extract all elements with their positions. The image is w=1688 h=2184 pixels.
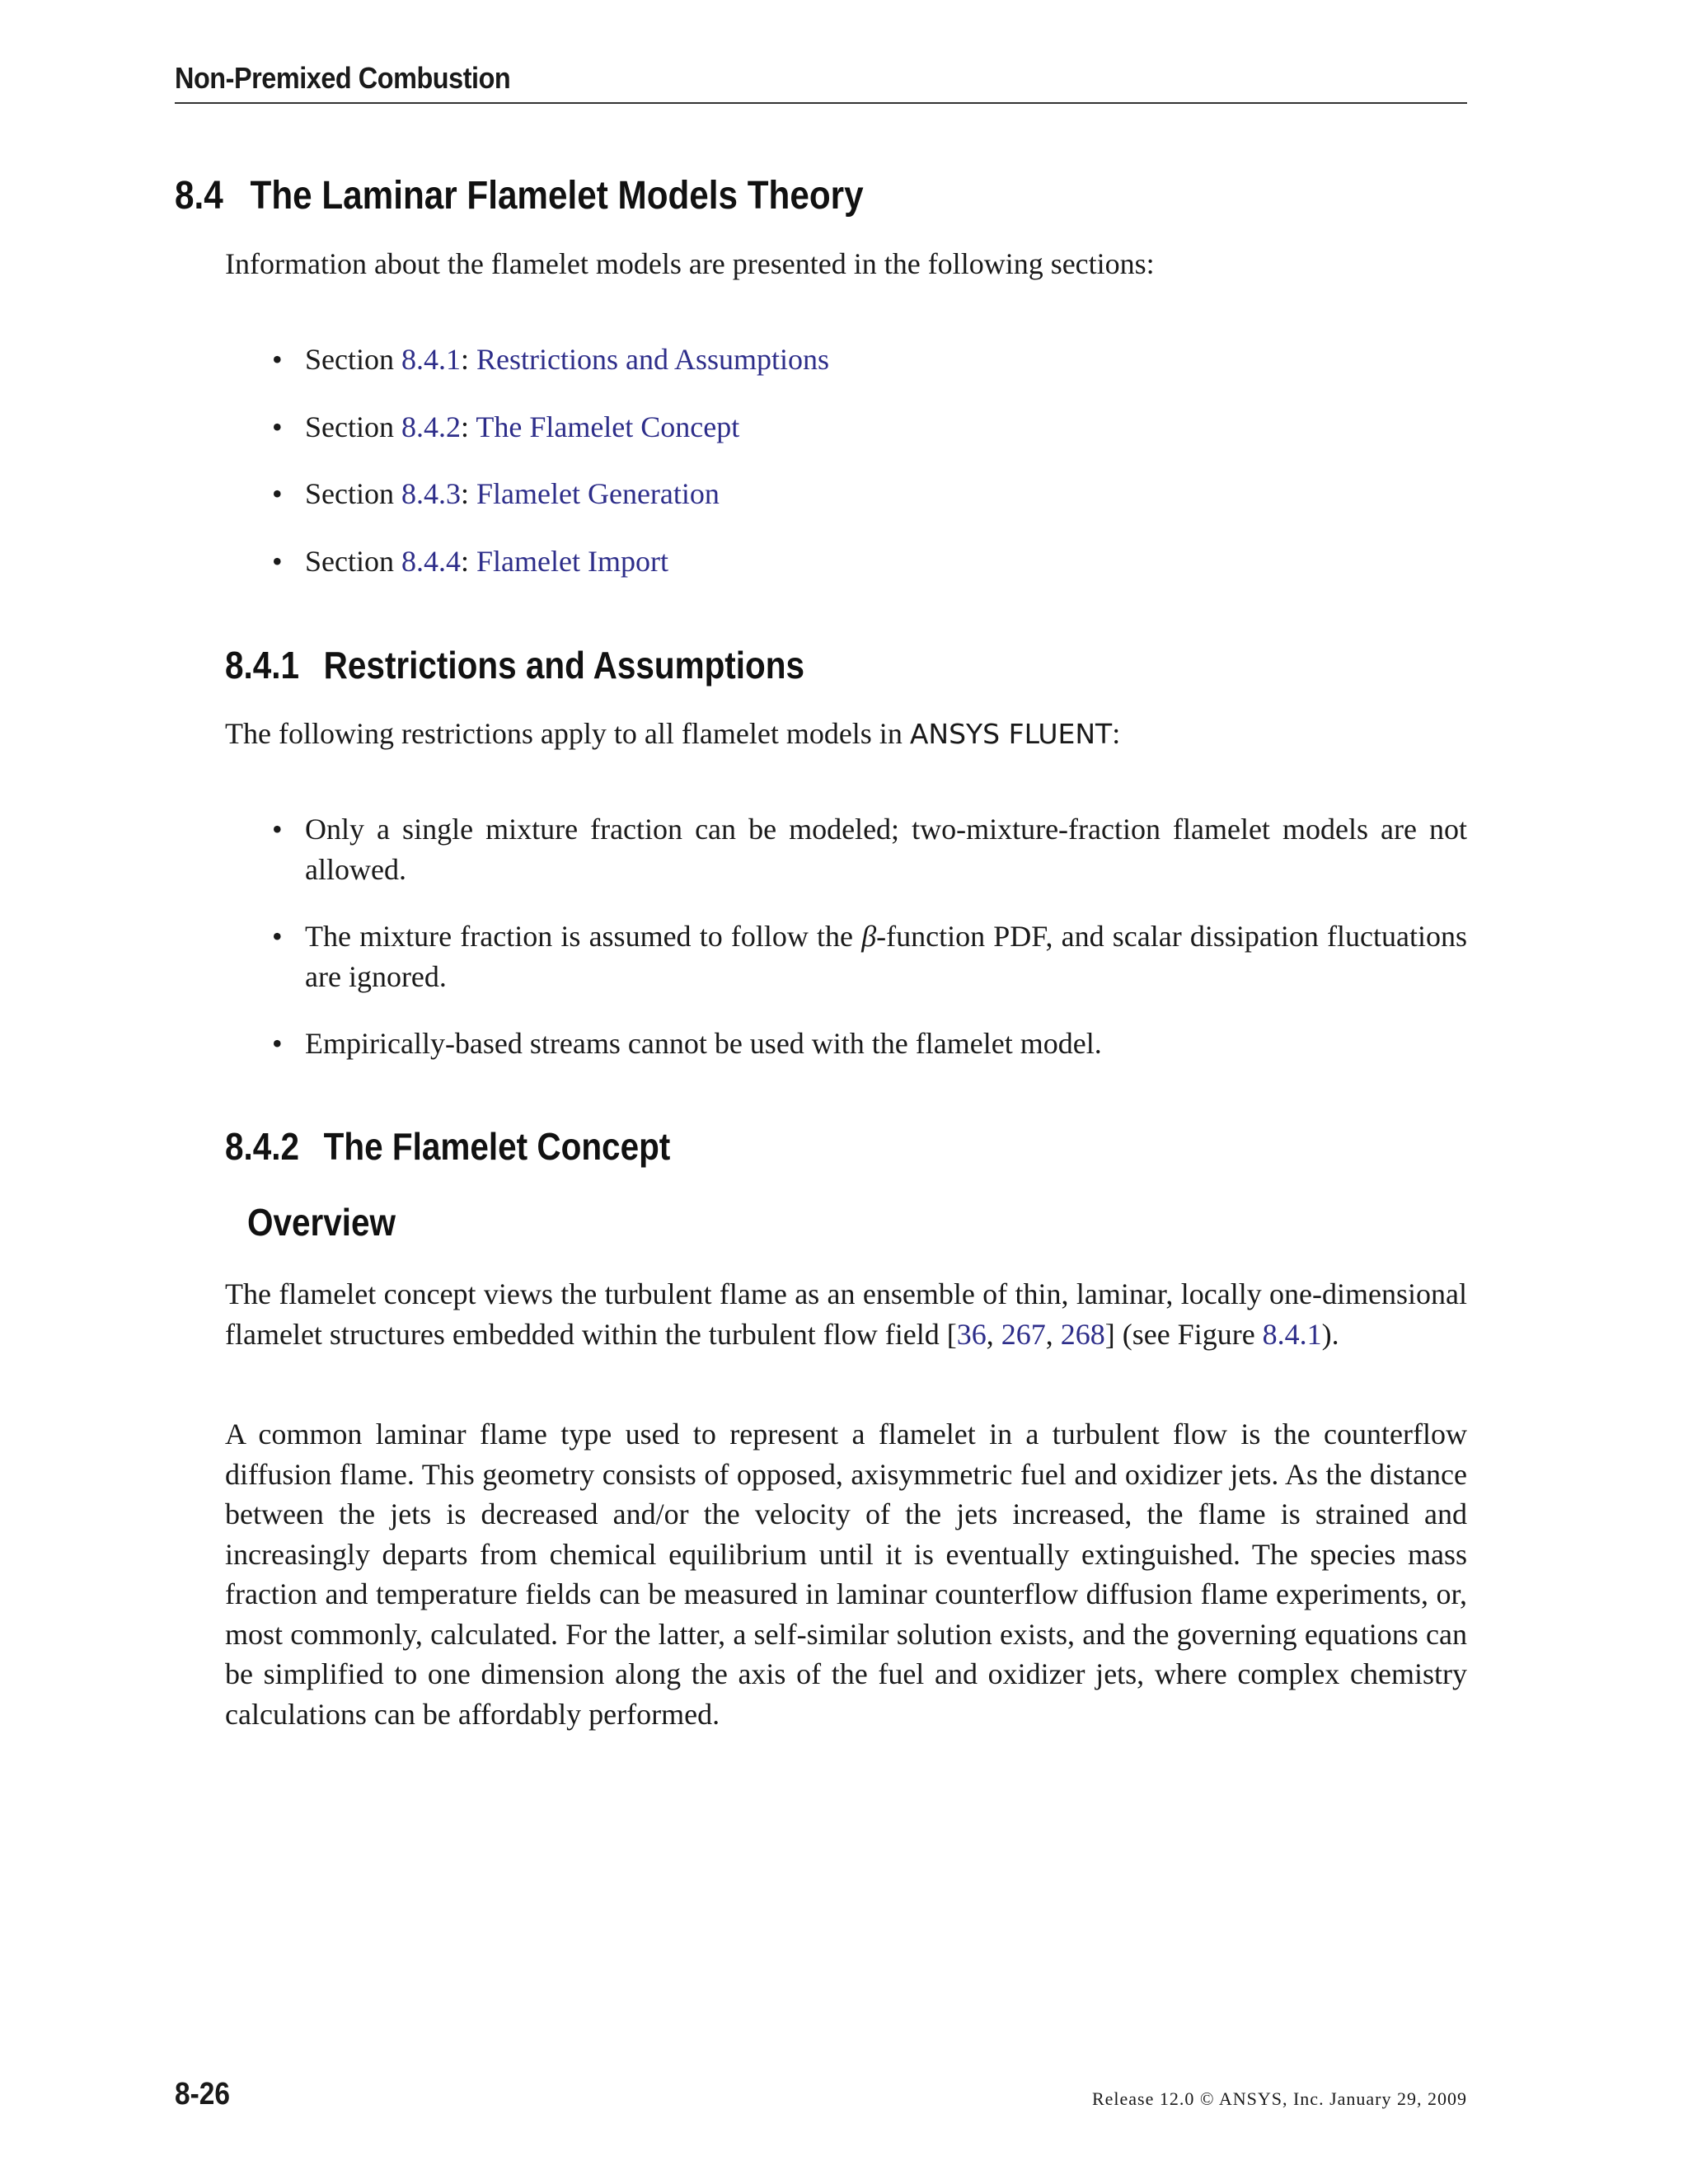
toc-link-ref[interactable]: 8.4.1 [401,343,461,376]
toc-link-ref[interactable]: 8.4.4 [401,544,461,578]
bullet-icon: • [272,920,283,953]
figure-link[interactable]: 8.4.1 [1262,1317,1322,1351]
toc-item: • Section 8.4.4: Flamelet Import [272,541,1467,582]
header-rule [175,102,1467,104]
bullet-icon: • [272,544,283,578]
section-heading [175,173,864,218]
toc-link-title[interactable]: Flamelet Import [476,544,668,578]
subsection-number: 8.4.2 [225,1125,300,1168]
toc-item: • Section 8.4.1: Restrictions and Assumptions [272,340,1467,380]
release-note: Release 12.0 © ANSYS, Inc. January 29, 2009 [1091,2088,1467,2109]
citation-link[interactable]: 36 [956,1317,987,1351]
bullet-icon: • [272,343,283,376]
restrictions-list [272,809,1467,1064]
list-item: • The mixture fraction is assumed to follow the β-function PDF, and scalar dissipation fluctuations are ignored. [272,916,1467,996]
subsection-number: 8.4.1 [225,644,300,687]
toc-item: • Section 8.4.2: The Flamelet Concept [272,407,1467,448]
toc-link-ref[interactable]: 8.4.2 [401,410,461,443]
toc-link-title[interactable]: Restrictions and Assumptions [476,343,830,376]
subsection-heading [225,1124,670,1169]
citation-link[interactable]: 268 [1060,1317,1105,1351]
beta-symbol: β [861,920,877,953]
bullet-icon: • [272,477,283,510]
section-intro: Information about the flamelet models are presented in the following sections: [225,247,1155,280]
toc-link-ref[interactable]: 8.4.3 [401,477,461,510]
toc-link-title[interactable]: The Flamelet Concept [476,410,740,443]
bullet-icon: • [272,410,283,443]
subsection-intro: The following restrictions apply to all flamelet models in ANSYS FLUENT: [225,717,1121,750]
list-item: • Empirically-based streams cannot be used with the flamelet model. [272,1024,1467,1064]
subsection-title: Restrictions and Assumptions [323,644,804,687]
toc-item: • Section 8.4.3: Flamelet Generation [272,474,1467,514]
list-item: • Only a single mixture fraction can be modeled; two-mixture-fraction flamelet models are not allowed. [272,809,1467,889]
paragraph: A common laminar flame type used to represent a flamelet in a turbulent flow is the counterflow diffusion flame. This geometry consists of opposed, axisymmetric fuel and oxidizer jets. As the distance between the jets is decreased and/or the velocity of the jets increased, the flame is strained and increasingly departs from chemical equilibrium until it is eventually extinguished. The species mass fraction and temperature fields can be measured in laminar counterflow diffusion flame experiments, or, most commonly, calculated. For the latter, a self-similar solution exists, and the governing equations can be simplified to one dimension along the axis of the fuel and oxidizer jets, where complex chemistry calculations can be affordably performed. [225,1418,1467,1731]
page-number: 8-26 [175,2077,230,2111]
citation-link[interactable]: 267 [1001,1317,1046,1351]
section-toc-list [272,340,1467,581]
subsection-title: The Flamelet Concept [323,1125,671,1168]
product-name: ANSYS FLUENT [909,718,1113,750]
subsection-heading [225,643,804,687]
paragraph: The flamelet concept views the turbulent flame as an ensemble of thin, laminar, locally one-dimensional flamelet structures embedded within the turbulent flow field [36, 267, 268] (see Figure 8.4.1). [225,1277,1467,1351]
section-number: 8.4 [175,174,223,218]
running-header: Non-Premixed Combustion [175,61,511,95]
subheading-overview: Overview [247,1201,396,1244]
bullet-icon: • [272,813,283,846]
bullet-icon: • [272,1027,283,1060]
toc-link-title[interactable]: Flamelet Generation [476,477,720,510]
section-title: The Laminar Flamelet Models Theory [250,174,864,218]
